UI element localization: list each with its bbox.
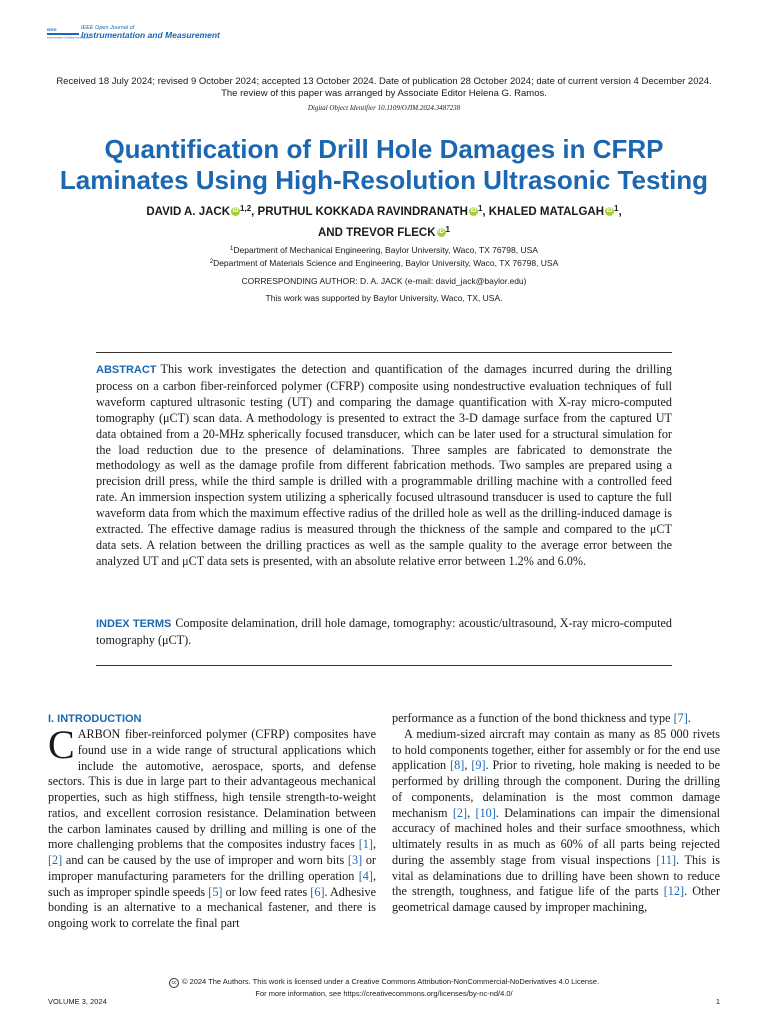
society-logo-text: Instrumentation & Measurement Society: [47, 36, 90, 40]
author-separator: ,: [618, 206, 622, 218]
license-link[interactable]: For more information, see https://creativecommons.org/licenses/by-nc-nd/4.0/: [255, 989, 513, 998]
paragraph-text: ARBON fiber-reinforced polymer (CFRP) composites have found use in a wide range of structural applications which include the automotive, aerospace, sports, and defense sectors. This is due in large part to their advantageous mechanical properties, such as high stiffness, high tensile strength-to-weight ratios, and excellent corrosion resistance. Delamination between the carbon laminates caused by drilling and milling is one of the more challenging problems that the composites industry faces: [48, 727, 376, 852]
abstract-text: This work investigates the detection and quantification of the damages incurred during the drilling process on a carbon fiber-reinforced polymer (CFRP) composite using nondestructive evaluation techniques of full waveform captured ultrasonic testing (UT) and comparing the damage quantification with X-ray micro-computed tomography (μCT) scan data. A methodology is presented to extract the 3-D damage surface from the captured UT data obtained from a 20-MHz spherically focused transducer, which can be later used for a structural simulation for the load reduction due to the presence of delaminations. Three samples are fabricated to demonstrate the methodology as well as the damage profile from different fabrication methods. Two samples are prepared using a precision drill press, while the third sample is drilled with a programmable drilling machine with a controlled feed rate. An immersion inspection system utilizing a spherically focused ultrasound transducer is used to capture the full waveform data from which the maximum effective radius of the drilled hole as well as the drilling-induced damage is extracted. The effective damage radius is measured through the thickness of the sample and compared to the μCT data sets. A relation between the drilling practices as well as the sample quality to the average error between the analyzed UT and μCT data sets is presented, with an absolute relative error between 1.2% and 6.0%.: [96, 362, 672, 568]
author-name: KHALED MATALGAH: [488, 206, 604, 218]
affiliation-number: 2: [209, 258, 214, 265]
paragraph-text: and can be caused by the use of improper and worn bits: [62, 853, 348, 867]
funding-note: This work was supported by Baylor University, Waco, TX, USA.: [265, 293, 503, 303]
paragraph-text: A medium-sized aircraft may contain as many as 85 000 rivets to hold components together, either for assembly or for the end use application: [392, 726, 720, 773]
author-affiliation: 1: [477, 204, 483, 213]
citation-link[interactable]: [2]: [452, 805, 468, 820]
citation-link[interactable]: [1]: [358, 837, 373, 852]
index-terms-text: Composite delamination, drill hole damage, tomography: acoustic/ultrasound, X-ray micro-computed tomography (μCT).: [96, 616, 672, 647]
author-affiliation: 1: [614, 204, 619, 213]
paragraph-text: . Prior to riveting, hole making is needed to be performed by drilling through the component. During the drilling of components, delamination is the most common damage mechanism: [392, 758, 720, 820]
abstract-bottom-rule: [96, 665, 672, 666]
body-column-left: [48, 711, 376, 932]
citation-link[interactable]: [12]: [663, 884, 685, 899]
index-terms: [96, 616, 672, 649]
affiliation-item: [0, 244, 768, 257]
journal-title-line1: IEEE Open Journal of: [81, 25, 135, 31]
paragraph-text: ,: [464, 758, 472, 773]
author-name: PRUTHUL KOKKADA RAVINDRANATH: [257, 206, 468, 218]
paragraph-text: ,: [467, 805, 476, 820]
journal-logo: [47, 25, 247, 44]
paragraph-text: . This is vital as delaminations due to drilling have been shown to reduce the strength, toughness, and fatigue life of the parts: [392, 852, 720, 899]
drop-cap: C: [48, 722, 75, 767]
ieee-logo-text: IEEE: [47, 27, 57, 32]
abstract-top-rule: [96, 352, 672, 353]
volume-info: VOLUME 3, 2024: [48, 997, 107, 1006]
affiliation-number: 1: [230, 246, 234, 252]
paragraph-text: ,: [372, 837, 376, 852]
paper-title: [0, 134, 768, 196]
received-dates: Received 18 July 2024; revised 9 October 2024; accepted 13 October 2024. Date of publication 28 October 2024; date of current version 4 December 2024.: [56, 76, 712, 87]
license-notice: [0, 976, 768, 999]
doi: Digital Object Identifier 10.1109/OJIM.2024.3487238: [307, 104, 461, 112]
journal-title-line2: Instrumentation and Measurement: [81, 30, 220, 40]
citation-link[interactable]: [5]: [208, 884, 223, 899]
orcid-icon[interactable]: iD: [232, 208, 239, 214]
affiliations: [0, 244, 768, 269]
paragraph: [392, 711, 720, 727]
author-affiliation: 1,2: [240, 204, 252, 213]
index-terms-label: INDEX TERMS: [96, 618, 172, 630]
body-column-right: [392, 711, 720, 916]
license-text: © 2024 The Authors. This work is licensed under a Creative Commons Attribution-NonCommercial-NoDerivatives 4.0 License.: [181, 977, 600, 986]
paragraph-text: performance as a function of the bond thickness and type: [392, 711, 674, 725]
paragraph-text: . Adhesive bonding is an alternative to a mechanical fastener, and there is ongoing work to correlate the final part: [48, 884, 376, 930]
paper-title-line1: Quantification of Drill Hole Damages in CFRP: [104, 134, 664, 164]
author-name: AND TREVOR FLECK: [317, 227, 436, 239]
orcid-icon[interactable]: iD: [438, 229, 445, 235]
paragraph-text: or improper manufacturing parameters for the drilling operation: [48, 853, 376, 883]
citation-link[interactable]: [11]: [656, 852, 677, 867]
abstract: [96, 362, 672, 570]
journal-title: [81, 25, 220, 39]
logo-bar: [47, 33, 79, 35]
citation-link[interactable]: [2]: [48, 853, 63, 867]
author-name: DAVID A. JACK: [146, 206, 231, 218]
paragraph-text: or low feed rates: [222, 884, 311, 899]
associate-editor: The review of this paper was arranged by Associate Editor Helena G. Ramos.: [221, 88, 547, 99]
citation-link[interactable]: [8]: [450, 758, 465, 773]
paragraph-text: . Delaminations can impair the dimensional accuracy of machined holes and their surface smoothness, which ultimately results in as much as 60% of all parts being rejected during the assembly stage from visual inspections: [392, 805, 720, 867]
affiliation-item: [0, 257, 768, 270]
citation-link[interactable]: [7]: [673, 711, 688, 725]
abstract-label: ABSTRACT: [96, 364, 157, 376]
citation-link[interactable]: [6]: [310, 884, 325, 899]
affiliation-text: Department of Mechanical Engineering, Baylor University, Waco, TX 76798, USA: [233, 245, 538, 255]
corresponding-author: CORRESPONDING AUTHOR: D. A. JACK (e-mail: david_jack@baylor.edu): [241, 276, 527, 286]
author-separator: ,: [482, 206, 489, 218]
orcid-icon[interactable]: iD: [606, 208, 613, 214]
paragraph-text: . Other geometrical damage caused by improper machining,: [392, 884, 721, 914]
section-heading: I. INTRODUCTION: [48, 713, 142, 725]
author-separator: ,: [251, 206, 258, 218]
paper-title-line2: Laminates Using High-Resolution Ultrasonic Testing: [59, 165, 709, 195]
paragraph-text: , such as improper spindle speeds: [48, 868, 376, 899]
paragraph: [48, 722, 376, 932]
orcid-icon[interactable]: iD: [470, 208, 477, 214]
author-affiliation: 1: [445, 225, 450, 234]
page-number: 1: [715, 997, 720, 1006]
citation-link[interactable]: [9]: [471, 758, 486, 773]
affiliation-text: Department of Materials Science and Engineering, Baylor University, Waco, TX 76798, USA: [213, 257, 559, 268]
citation-link[interactable]: [10]: [475, 805, 496, 820]
publication-history: [0, 76, 768, 100]
citation-link[interactable]: [4]: [358, 868, 373, 883]
citation-link[interactable]: [3]: [347, 853, 363, 867]
paragraph: [392, 727, 720, 916]
author-list: [0, 200, 768, 242]
paragraph-text: .: [687, 711, 691, 725]
creative-commons-icon: cc: [169, 978, 179, 988]
